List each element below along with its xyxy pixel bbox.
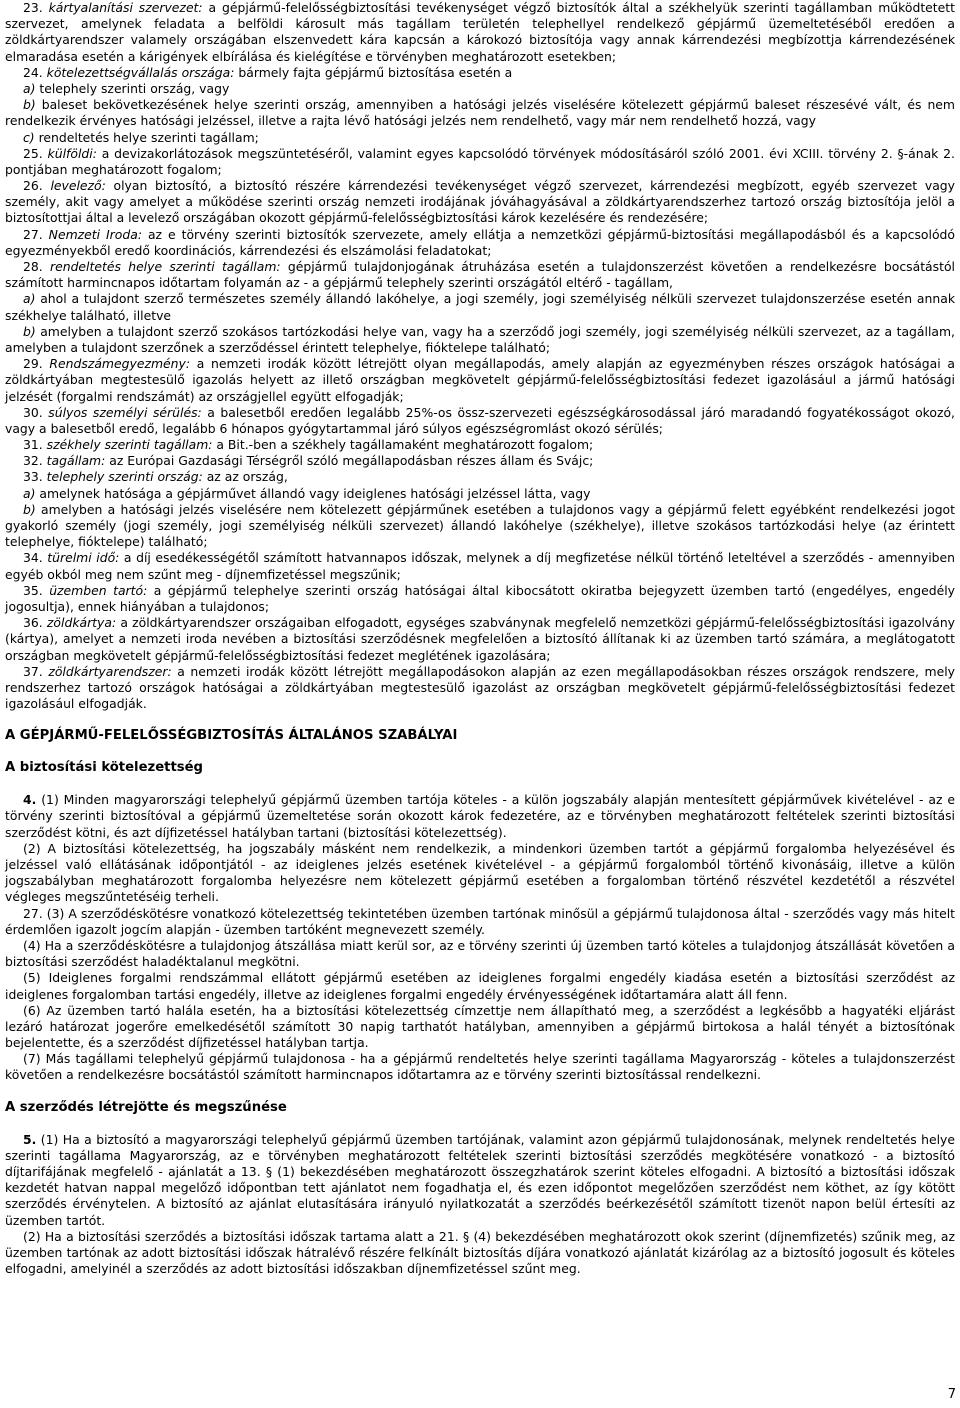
definition-text: telephely szerinti ország, vagy [35,80,230,96]
definition-term: külföldi: [47,145,97,161]
definition-term: telephely szerinti ország: [46,469,203,485]
definition-term: a) [23,80,36,96]
definition-number: 25. [23,145,48,161]
definition-text: a gépjármű-felelősségbiztosítási tevékenységet végző biztosítók által a székhelyük szerinti tagállamban működtetett szervezet, amelynek feladata a belföldi károsult más tagállam területén telephellyel rendelkező gépjármű üzemeltetéséből eredően a zöldkártyarendszer valamely országában elszenvedett kára kapcsán a károkozó biztosítója vagy annak kárrendezési megbízottja kárrendezésének elmaradása esetén a kárigények elbírálása és kielégítése e törvényben meghatározott esetekben; [5,0,955,64]
definition-number: 34. [23,550,48,566]
definition-text: baleset bekövetkezésének helye szerinti ország, amennyiben a hatósági jelzés viselésére kötelezett gépjármű baleset részesévé vált, és nem rendelkezik érvényes hatósági jelzéssel, illetve a rajta lévő hatósági jelzés nem rendelhető, vagy már nem rendelhető hozzá, vagy [5,97,955,129]
subsection-heading-obligation: A biztosítási kötelezettség [5,760,203,776]
definition-text: amelynek hatósága a gépjárművet állandó vagy ideiglenes hatósági jelzéssel látta, vagy [35,485,591,501]
definition-subitem [5,81,955,97]
definition-subitem [5,502,955,551]
definition-term: zöldkártyarendszer: [48,663,172,679]
definition-term: b) [23,97,36,113]
paragraph-text: (2) A biztosítási kötelezettség, ha jogszabály másként nem rendelkezik, a mindenkori üzemben tartót a gépjármű forgalomba helyezésével és jelzéssel való ellátásának időpontjától - az ideiglenes jelzés esetének kivételével - a gépjármű forgalomból történő kivonásáig, illetve a külön jogszabályban meghatározott forgalomba helyezésre nem kötelezett gépjármű esetében a forgalomban történő részvétel kezdetétől a részvétel végleges megszűntetéséig terheli. [5,840,955,905]
definition-item [5,583,955,615]
definition-subitem [5,291,955,323]
document-page [5,0,955,1277]
definition-item [5,356,955,405]
paragraph-text: (6) Az üzemben tartó halála esetén, ha a biztosítási kötelezettség címzettje nem állapítható meg, a szerződést a legkésőbb a hagyatéki eljárást lezáró határozat jogerőre emelkedésétől számított 30 napig tarthatót hatályban, amennyiben a gépjármű birtokosa a halál tényét a biztosítónak bejelentette, és a szerződést díjfizetéssel hatályban tartja. [5,1002,955,1051]
paragraph-text: (1) Minden magyarországi telephelyű gépjármű üzemben tartója köteles - a külön jogszabály alapján mentesített gépjárművek kivételével - az e törvény szerinti biztosítóval a gépjármű üzemeltetése során okozott károk fedezetére, az e törvényben meghatározott feltételek szerinti biztosítási szerződést kötni, és azt díjfizetéssel hatályban tartani (biztosítási kötelezettség). [5,792,955,840]
definition-number: 36. [23,615,47,631]
definition-item [5,664,955,713]
definition-item [5,437,955,453]
definition-text: a nemzeti irodák között létrejött olyan megállapodás, amely alapján az egyezményben részes országok hatóságai a zöldkártyában megtestesülő igazolás helyett az illető országban megkövetelt gépjármű-felelősségbiztosítási fedezet igazolásául a jármű hatósági jelzését (forgalmi rendszámát) az országjellel együtt elfogadják; [5,356,955,404]
paragraph [5,1132,955,1229]
definition-number: 35. [23,582,50,598]
definition-item [5,65,955,81]
definition-number: 26. [23,178,51,194]
paragraph-text: 27. (3) A szerződéskötésre vonatkozó kötelezettség tekintetében üzemben tartónak minősül a gépjármű tulajdonosa által - szerződés vagy más hitelt érdemlően igazolt jogcím alapján - üzemben tartóként megnevezett személy. [5,905,955,937]
definition-item [5,178,955,227]
section-4 [5,792,955,1083]
definition-item [5,405,955,437]
definition-text: olyan biztosító, a biztosító részére kárrendezési tevékenységet végző szervezet, kárrendezési megbízott, egyéb szervezet vagy személy, akit vagy amelyet a működése szerinti ország nemzeti irodájának jóváhagyásával a zöldkártyarendszerhez tartozó ország biztosítója jelöl a biztosítottjai által a levelező országában okozott gépjármű-felelősségbiztosítási károk kezelésére és rendezésére; [5,178,955,226]
definition-text: az e törvény szerinti biztosítók szervezete, amely ellátja a nemzetközi gépjármű-biztosítási megállapodásból és a kapcsolódó egyezményekből eredő koordinációs, kárrendezési és elszámolási feladatokat; [5,226,955,258]
definition-subitem [5,486,955,502]
definition-term: tagállam: [46,453,106,469]
definition-text: ahol a tulajdont szerző természetes személy állandó lakóhelye, a jogi személy, jogi személyiség nélküli szervezet tulajdonszerzése esetén annak székhelye található, illetve [5,291,955,323]
subsection-heading-contract: A szerződés létrejötte és megszűnése [5,1099,287,1115]
section-heading-main: A GÉPJÁRMŰ-FELELŐSSÉGBIZTOSÍTÁS ÁLTALÁNOS SZABÁLYAI [5,728,458,744]
paragraph [5,1051,955,1083]
paragraph-text: (5) Ideiglenes forgalmi rendszámmal ellátott gépjármű esetében az ideiglenes forgalmi engedély kiadása esetén a biztosítási szerződést az ideiglenes forgalomban tartási engedély, illetve az ideiglenes forgalmi engedély érvényességének időtartamára alatt áll fenn. [5,970,955,1002]
definition-number: 37. [23,663,49,679]
definitions-list [5,0,955,712]
definition-term: türelmi idő: [47,550,120,566]
definition-term: a) [23,485,36,501]
section-number: 4. [23,792,37,808]
paragraph [5,906,955,938]
definition-term: b) [23,323,36,339]
definition-subitem [5,130,955,146]
definition-number: 29. [23,356,50,372]
definition-text: rendeltetés helye szerinti tagállam; [34,129,259,145]
definition-text: amelyben a hatósági jelzés viselésére nem kötelezett gépjárműnek esetében a tulajdonos vagy a gépjármű felett egyébként rendelkezési jogot gyakorló személy (jogi személy, jogi személyiség nélküli szervezet) állandó lakóhelye (székhelye), illetve szokásos tartózkodási helye (az érintett telephelye, fióktelepe) található; [5,501,955,550]
definition-number: 32. [23,453,47,469]
paragraph-text: (2) Ha a biztosítási szerződés a biztosítási időszak tartama alatt a 21. § (4) bekezdésében meghatározott okok szerint (díjnemfizetés) szűnik meg, az üzemben tartónak az adott biztosítási időszak hátralévő részére felkínált biztosítás díjára vonatkozó ajánlatát kizárólag az a biztosító jogosult és köteles elfogadni, amelyinél a szerződés az adott biztosítási időszakban díjnemfizetéssel szűnt meg. [5,1228,955,1277]
definition-item [5,453,955,469]
definition-number: 24. [23,64,47,80]
definition-item [5,550,955,582]
section-5 [5,1132,955,1278]
definition-text: gépjármű tulajdonjogának átruházása esetén a tulajdonszerzést követően a rendelkezésre bocsátástól számított harmincnapos időtartam folyamán az - a gépjármű telephely szerinti országától eltérő - tagállam, [5,259,955,291]
definition-text: a devizakorlátozások megszüntetéséről, valamint egyes kapcsolódó törvények módosításáról szóló 2001. évi XCIII. törvény 2. §-ának 2. pontjában meghatározott fogalom; [5,145,955,177]
paragraph [5,970,955,1002]
definition-text: a nemzeti irodák között létrejött megállapodásokon alapján az ezen megállapodásokban részes országok rendszere, mely rendszerhez tartozó országok hatóságai a zöldkártyában megtestesülő igazolást az országban megkövetelt gépjármű-felelősségbiztosítási fedezet igazolásául elfogadják. [5,663,955,712]
definition-text: amelyben a tulajdont szerző szokásos tartózkodási helye van, vagy ha a szerződő jogi személy, jogi személyiség nélküli szervezet, az a tagállam, amelyben a tulajdont szerzőnek a szerződéssel érintett telephelye, fióktelepe található; [5,323,955,355]
definition-number: 27. [23,226,49,242]
definition-subitem [5,97,955,129]
definition-item [5,469,955,485]
definition-number: 33. [23,469,47,485]
definition-item [5,615,955,664]
definition-term: Rendszámegyezmény: [49,356,190,372]
definition-item [5,259,955,291]
definition-term: zöldkártya: [46,615,117,631]
definition-text: az az ország, [202,469,288,485]
definition-text: a zöldkártyarendszer országaiban elfogadott, egységes szabványnak megfelelő nemzetközi gépjármű-felelősségbiztosítási igazolvány (kártya), amelyet a nemzeti iroda nevében a biztosítási szerződésnek megfelelően a biztosító állítanak ki az üzemben tartó számára, a meglátogatott országban megkövetelt gépjármű-felelősségbiztosítási fedezet meglétének igazolására; [5,615,956,663]
definition-text: a díj esedékességétől számított hatvannapos időszak, melynek a díj megfizetése nélkül történő leteltével a szerződés - amennyiben egyéb okból meg nem szűnt meg - díjnemfizetéssel megszűnik; [5,550,955,582]
definition-text: az Európai Gazdasági Térségről szóló megállapodásban részes állam és Svájc; [105,453,594,469]
definition-term: b) [23,501,36,517]
paragraph [5,938,955,970]
paragraph [5,792,955,841]
definition-term: Nemzeti Iroda: [48,226,142,242]
definition-term: c) [23,129,35,145]
paragraph [5,1003,955,1052]
definition-term: rendeltetés helye szerinti tagállam: [50,259,281,274]
paragraph-text: (4) Ha a szerződéskötésre a tulajdonjog átszállása miatt kerül sor, az e törvény szerinti új üzemben tartó köteles a tulajdonjog átszállását követően a biztosítási szerződést haladéktalanul megkötni. [5,937,955,970]
definition-number: 31. [23,437,47,453]
definition-number: 30. [23,404,49,420]
definition-term: székhely szerinti tagállam: [46,437,213,453]
definition-term: kötelezettségvállalás országa: [46,64,235,80]
definition-number: 23. [23,0,49,15]
definition-text: bármely fajta gépjármű biztosítása esetén a [234,64,513,80]
definition-text: a Bit.-ben a székhely tagállamaként meghatározott fogalom; [212,437,594,453]
page-number: 7 [947,1387,956,1402]
definition-term: a) [23,291,36,307]
definition-item [5,146,955,178]
paragraph-text: (1) Ha a biztosító a magyarországi telephelyű gépjármű üzemben tartójának, valamint azon gépjármű tulajdonosának, melynek rendeltetés helye szerinti tagállama Magyarország, az e törvényben meghatározott feltételek szerinti biztosítási szerződés megkötésére vonatkozó - a biztosító díjtarifájának megfelelő - ajánlatát a 13. § (1) bekezdésében meghatározott összegzhatárok szerint köteles elfogadni. A biztosító a biztosítási időszak kezdetét hatvan nappal megelőző időpontban tett ajánlatot nem fogadhatja el, és ezen időpontot megelőzően szerződést nem köthet, az így kötött szerződés érvénytelen. A biztosító az ajánlat elutasítására irányuló nyilatkozatát a szerződés beérkezésétől számított tizenöt napon belül értesíti az üzemben tartót. [5,1131,955,1228]
definition-term: súlyos személyi sérülés: [48,404,202,420]
definition-subitem [5,324,955,356]
definition-item [5,0,955,65]
paragraph [5,841,955,906]
paragraph-text: (7) Más tagállami telephelyű gépjármű tulajdonosa - ha a gépjármű rendeltetés helye szerinti tagállama Magyarország - köteles a tulajdonszerzést követően a rendelkezésre bocsátástól számított harmincnapos időtartamra az e törvény szerinti biztosítással rendelkezni. [5,1051,955,1083]
definition-text: a gépjármű telephelye szerinti ország hatóságai által kibocsátott okiratba bejegyzett üzemben tartó (engedélyes, engedély jogosultja), ennek hiányában a tulajdonos; [5,582,955,614]
definition-item [5,227,955,259]
definition-term: kártyalanítási szervezet: [48,0,203,15]
definition-term: üzemben tartó: [49,582,148,598]
definition-number: 28. [23,259,50,274]
paragraph [5,1229,955,1278]
definition-term: levelező: [50,178,106,194]
definition-text: a balesetből eredően legalább 25%-os össz-szervezeti egészségkárosodással járó maradandó fogyatékosságot okozó, vagy a balesetből eredő, legalább 6 hónapos gyógytartammal járó súlyos egészségromlást okozó sérülés; [5,404,955,436]
section-number: 5. [23,1131,37,1147]
